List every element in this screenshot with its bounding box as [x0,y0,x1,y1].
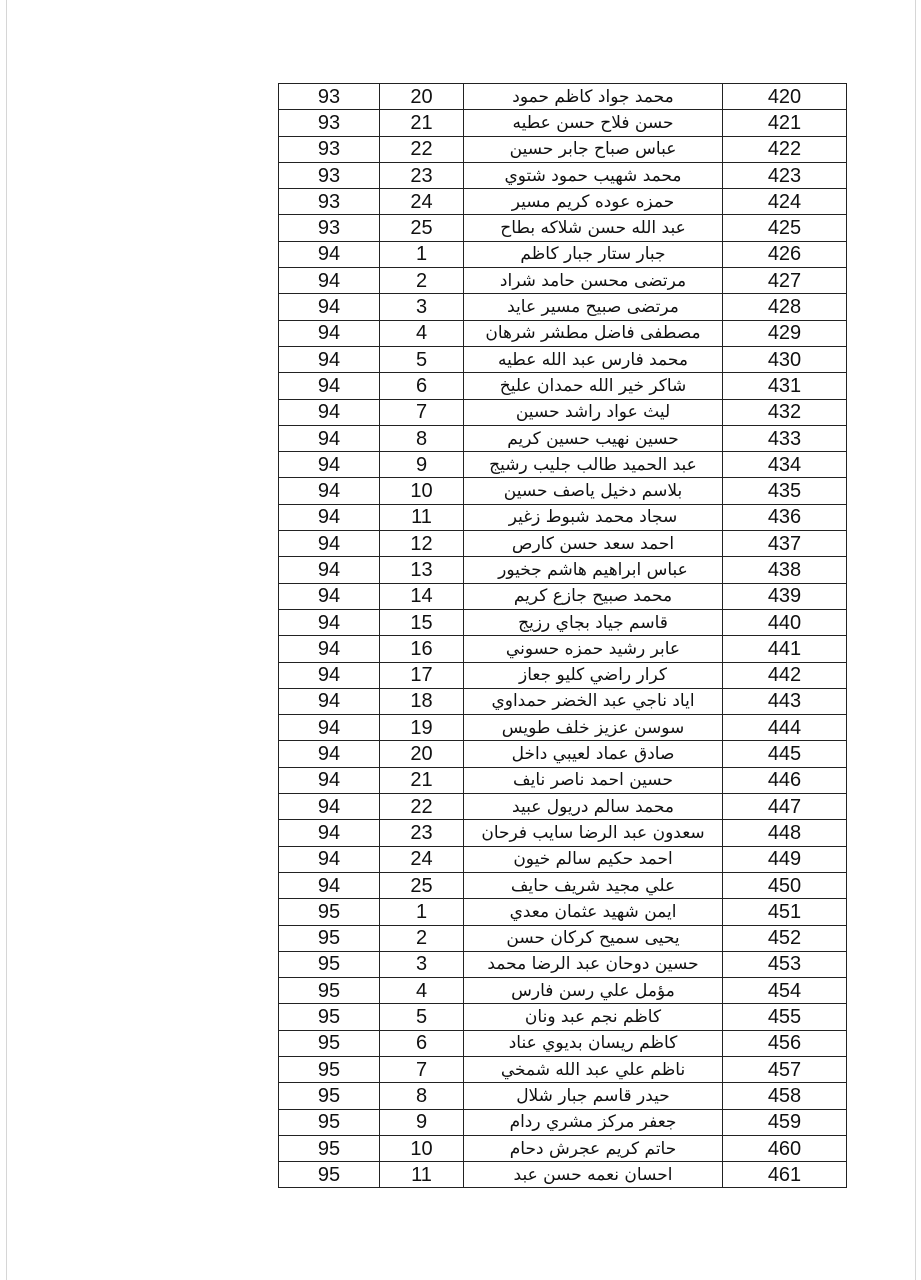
table-row [279,531,847,557]
table-row [279,1056,847,1082]
group-number-cell: 95 [279,1056,380,1082]
table-row [279,452,847,478]
sequence-number-cell: 6 [380,1030,464,1056]
table-row [279,1083,847,1109]
table-row [279,951,847,977]
sequence-number-cell: 16 [380,636,464,662]
full-name-cell: محمد شهيب حمود شتوي [464,162,723,188]
full-name-cell: محمد فارس عبد الله عطيه [464,346,723,372]
sequence-number-cell: 15 [380,609,464,635]
group-number-cell: 94 [279,320,380,346]
table-row [279,715,847,741]
full-name-cell: جبار ستار جبار كاظم [464,241,723,267]
sequence-number-cell: 24 [380,846,464,872]
full-name-cell: عبد الله حسن شلاكه بطاح [464,215,723,241]
table-row [279,346,847,372]
serial-number-cell: 449 [723,846,847,872]
group-number-cell: 94 [279,346,380,372]
group-number-cell: 95 [279,978,380,1004]
serial-number-cell: 441 [723,636,847,662]
full-name-cell: عباس صباح جابر حسين [464,136,723,162]
serial-number-cell: 424 [723,189,847,215]
sequence-number-cell: 3 [380,294,464,320]
table-row [279,583,847,609]
group-number-cell: 94 [279,478,380,504]
group-number-cell: 94 [279,846,380,872]
table-row [279,241,847,267]
full-name-cell: مرتضى صبيح مسير عايد [464,294,723,320]
group-number-cell: 94 [279,373,380,399]
serial-number-cell: 423 [723,162,847,188]
group-number-cell: 93 [279,110,380,136]
serial-number-cell: 440 [723,609,847,635]
serial-number-cell: 421 [723,110,847,136]
group-number-cell: 93 [279,84,380,110]
table-row [279,1109,847,1135]
full-name-cell: سجاد محمد شبوط زغير [464,504,723,530]
full-name-cell: حسين دوحان عبد الرضا محمد [464,951,723,977]
full-name-cell: كاظم ريسان بديوي عناد [464,1030,723,1056]
group-number-cell: 93 [279,162,380,188]
serial-number-cell: 422 [723,136,847,162]
full-name-cell: مؤمل علي رسن فارس [464,978,723,1004]
group-number-cell: 94 [279,872,380,898]
sequence-number-cell: 1 [380,241,464,267]
serial-number-cell: 455 [723,1004,847,1030]
full-name-cell: ناظم علي عبد الله شمخي [464,1056,723,1082]
sequence-number-cell: 22 [380,136,464,162]
group-number-cell: 94 [279,715,380,741]
group-number-cell: 94 [279,767,380,793]
serial-number-cell: 456 [723,1030,847,1056]
sequence-number-cell: 9 [380,1109,464,1135]
sequence-number-cell: 12 [380,531,464,557]
group-number-cell: 94 [279,583,380,609]
serial-number-cell: 453 [723,951,847,977]
full-name-cell: يحيى سميح كركان حسن [464,925,723,951]
serial-number-cell: 437 [723,531,847,557]
sequence-number-cell: 11 [380,1162,464,1188]
full-name-cell: ايمن شهيد عثمان معدي [464,899,723,925]
serial-number-cell: 430 [723,346,847,372]
group-number-cell: 94 [279,820,380,846]
full-name-cell: كاظم نجم عبد ونان [464,1004,723,1030]
serial-number-cell: 452 [723,925,847,951]
table-row [279,662,847,688]
serial-number-cell: 457 [723,1056,847,1082]
sequence-number-cell: 20 [380,741,464,767]
full-name-cell: احمد حكيم سالم خيون [464,846,723,872]
serial-number-cell: 448 [723,820,847,846]
sequence-number-cell: 1 [380,899,464,925]
table-row [279,557,847,583]
table-body [279,84,847,1188]
table-row [279,136,847,162]
sequence-number-cell: 22 [380,794,464,820]
serial-number-cell: 425 [723,215,847,241]
document-page [6,0,916,1280]
full-name-cell: محمد جواد كاظم حمود [464,84,723,110]
table-row [279,373,847,399]
sequence-number-cell: 7 [380,399,464,425]
table-row [279,872,847,898]
table-row [279,425,847,451]
serial-number-cell: 439 [723,583,847,609]
serial-number-cell: 435 [723,478,847,504]
table-row [279,636,847,662]
group-number-cell: 94 [279,794,380,820]
table-row [279,1004,847,1030]
serial-number-cell: 429 [723,320,847,346]
serial-number-cell: 442 [723,662,847,688]
sequence-number-cell: 5 [380,346,464,372]
group-number-cell: 94 [279,399,380,425]
table-row [279,1135,847,1161]
table-row [279,189,847,215]
group-number-cell: 94 [279,609,380,635]
table-row [279,110,847,136]
sequence-number-cell: 10 [380,1135,464,1161]
group-number-cell: 94 [279,662,380,688]
sequence-number-cell: 20 [380,84,464,110]
table-row [279,1162,847,1188]
serial-number-cell: 434 [723,452,847,478]
sequence-number-cell: 14 [380,583,464,609]
full-name-cell: جعفر مركز مشري ردام [464,1109,723,1135]
group-number-cell: 95 [279,1083,380,1109]
serial-number-cell: 427 [723,268,847,294]
sequence-number-cell: 9 [380,452,464,478]
group-number-cell: 93 [279,136,380,162]
full-name-cell: حمزه عوده كريم مسير [464,189,723,215]
table-row [279,846,847,872]
group-number-cell: 95 [279,1030,380,1056]
group-number-cell: 95 [279,951,380,977]
serial-number-cell: 420 [723,84,847,110]
table-row [279,320,847,346]
full-name-cell: شاكر خير الله حمدان عليخ [464,373,723,399]
names-table [278,83,847,1188]
table-row [279,84,847,110]
sequence-number-cell: 24 [380,189,464,215]
full-name-cell: قاسم جياد بجاي رزيج [464,609,723,635]
table-row [279,925,847,951]
sequence-number-cell: 17 [380,662,464,688]
sequence-number-cell: 4 [380,320,464,346]
full-name-cell: سعدون عبد الرضا سايب فرحان [464,820,723,846]
group-number-cell: 95 [279,899,380,925]
full-name-cell: علي مجيد شريف حايف [464,872,723,898]
group-number-cell: 94 [279,688,380,714]
table-row [279,1030,847,1056]
group-number-cell: 94 [279,241,380,267]
table-row [279,688,847,714]
sequence-number-cell: 7 [380,1056,464,1082]
group-number-cell: 94 [279,741,380,767]
table-row [279,268,847,294]
full-name-cell: اياد ناجي عبد الخضر حمداوي [464,688,723,714]
full-name-cell: حسين احمد ناصر نايف [464,767,723,793]
sequence-number-cell: 11 [380,504,464,530]
serial-number-cell: 460 [723,1135,847,1161]
table-row [279,162,847,188]
sequence-number-cell: 2 [380,268,464,294]
full-name-cell: عبد الحميد طالب جليب رشيج [464,452,723,478]
serial-number-cell: 445 [723,741,847,767]
group-number-cell: 95 [279,1109,380,1135]
group-number-cell: 94 [279,294,380,320]
group-number-cell: 95 [279,1135,380,1161]
serial-number-cell: 443 [723,688,847,714]
serial-number-cell: 458 [723,1083,847,1109]
sequence-number-cell: 21 [380,110,464,136]
group-number-cell: 94 [279,268,380,294]
sequence-number-cell: 18 [380,688,464,714]
table-row [279,741,847,767]
serial-number-cell: 431 [723,373,847,399]
serial-number-cell: 432 [723,399,847,425]
sequence-number-cell: 6 [380,373,464,399]
serial-number-cell: 454 [723,978,847,1004]
group-number-cell: 94 [279,636,380,662]
full-name-cell: حسن فلاح حسن عطيه [464,110,723,136]
full-name-cell: ليث عواد راشد حسين [464,399,723,425]
full-name-cell: عابر رشيد حمزه حسوني [464,636,723,662]
full-name-cell: صادق عماد لعيبي داخل [464,741,723,767]
full-name-cell: كرار راضي كليو جعاز [464,662,723,688]
sequence-number-cell: 2 [380,925,464,951]
serial-number-cell: 447 [723,794,847,820]
group-number-cell: 94 [279,531,380,557]
group-number-cell: 94 [279,557,380,583]
table-row [279,794,847,820]
full-name-cell: حيدر قاسم جبار شلال [464,1083,723,1109]
sequence-number-cell: 23 [380,162,464,188]
sequence-number-cell: 13 [380,557,464,583]
sequence-number-cell: 25 [380,215,464,241]
serial-number-cell: 433 [723,425,847,451]
full-name-cell: حسين نهيب حسين كريم [464,425,723,451]
table-row [279,899,847,925]
sequence-number-cell: 10 [380,478,464,504]
serial-number-cell: 438 [723,557,847,583]
table-row [279,820,847,846]
serial-number-cell: 426 [723,241,847,267]
table-row [279,215,847,241]
sequence-number-cell: 8 [380,425,464,451]
table-row [279,294,847,320]
group-number-cell: 94 [279,452,380,478]
serial-number-cell: 446 [723,767,847,793]
table-row [279,767,847,793]
full-name-cell: عباس ابراهيم هاشم جخيور [464,557,723,583]
full-name-cell: سوسن عزيز خلف طويس [464,715,723,741]
group-number-cell: 94 [279,425,380,451]
table-row [279,978,847,1004]
full-name-cell: حاتم كريم عجرش دحام [464,1135,723,1161]
table-row [279,478,847,504]
group-number-cell: 93 [279,189,380,215]
group-number-cell: 93 [279,215,380,241]
serial-number-cell: 428 [723,294,847,320]
sequence-number-cell: 8 [380,1083,464,1109]
full-name-cell: محمد صبيح جازع كريم [464,583,723,609]
table-row [279,399,847,425]
serial-number-cell: 461 [723,1162,847,1188]
serial-number-cell: 451 [723,899,847,925]
full-name-cell: محمد سالم دريول عبيد [464,794,723,820]
full-name-cell: مصطفى فاضل مطشر شرهان [464,320,723,346]
group-number-cell: 95 [279,925,380,951]
sequence-number-cell: 23 [380,820,464,846]
sequence-number-cell: 3 [380,951,464,977]
serial-number-cell: 444 [723,715,847,741]
group-number-cell: 94 [279,504,380,530]
table-row [279,609,847,635]
serial-number-cell: 459 [723,1109,847,1135]
table-row [279,504,847,530]
sequence-number-cell: 25 [380,872,464,898]
group-number-cell: 95 [279,1162,380,1188]
group-number-cell: 95 [279,1004,380,1030]
full-name-cell: احسان نعمه حسن عبد [464,1162,723,1188]
full-name-cell: مرتضى محسن حامد شراد [464,268,723,294]
sequence-number-cell: 4 [380,978,464,1004]
serial-number-cell: 436 [723,504,847,530]
serial-number-cell: 450 [723,872,847,898]
sequence-number-cell: 19 [380,715,464,741]
full-name-cell: بلاسم دخيل ياصف حسين [464,478,723,504]
full-name-cell: احمد سعد حسن كارص [464,531,723,557]
sequence-number-cell: 5 [380,1004,464,1030]
sequence-number-cell: 21 [380,767,464,793]
